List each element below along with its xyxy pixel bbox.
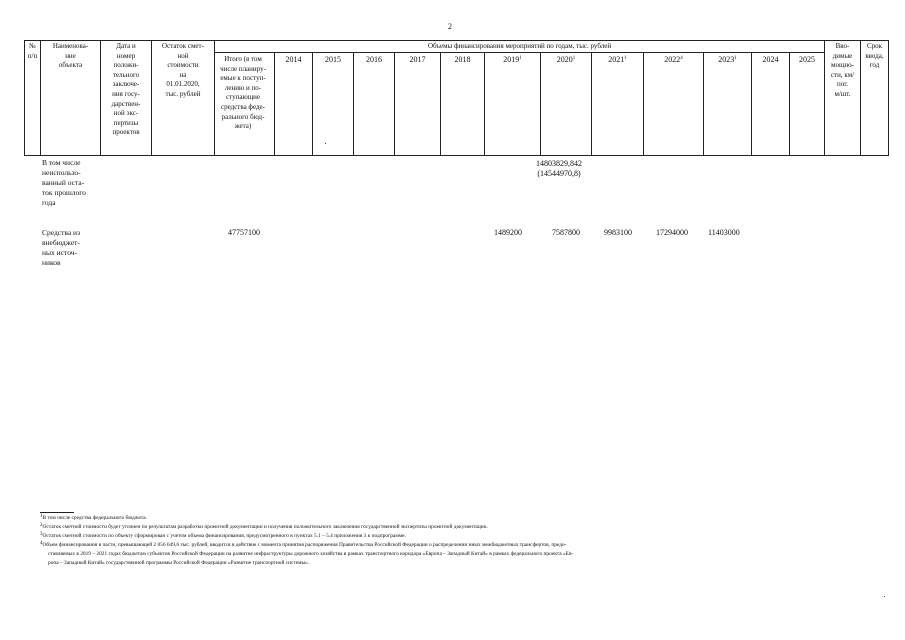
footnote: $^1$В том числе средства федерального бюджета.	[40, 514, 147, 521]
col-expertise-header: Дата и номер положи- тельного заключе- ния госу- дарствен- ной экс- пертизы проектов	[111, 42, 141, 137]
col-year-header: 2014	[285, 55, 302, 64]
table-header	[24, 40, 889, 156]
col-year-header: 2025	[799, 55, 815, 64]
col-funding-group-header: Объемы финансирования мероприятий по годам, тыс. рублей	[427, 42, 612, 50]
col-year-header: 2023$^1$	[718, 55, 737, 64]
footnote-continuation: ставляемых в 2019 – 2021 годах бюджетам субъектов Российской Федерации на развитие инфраструктуры дорожного хозяйства в рамках транспортного коридора «Европа – Западный Китай» в рамках федерального проекта «Ев-	[48, 551, 574, 557]
cell-total: 47757100	[228, 228, 260, 237]
col-year-header: 2016	[366, 55, 382, 64]
scan-speck	[325, 143, 326, 144]
cell-2022: 17294000	[656, 228, 688, 237]
col-year-header: 2020$^1$	[556, 55, 576, 64]
cell-2020: 14803829,842 (14544970,8)	[536, 159, 582, 178]
col-year-header: 2015	[325, 55, 341, 64]
col-term-header: Срок ввода, год	[865, 42, 884, 70]
col-year-header: 2019$^1$	[503, 55, 522, 64]
col-year-header: 2017	[409, 55, 426, 64]
col-total-header: Итого (в том числе планиру- емые к поступ- лению и по- ступающие средства феде- рального бюд- жета)	[220, 55, 266, 131]
footnote: $^4$Объем финансирования в части, превышающей 2 056 649,6 тыс. рублей, вводится в действие с момента принятия распоряжения Правительства Российской Федерации о распределении иных межбюджетных трансфертов, предо-	[40, 541, 567, 548]
page-number: 2	[448, 22, 452, 31]
cell-2023: 11403000	[708, 228, 740, 237]
col-year-header: 2018	[454, 55, 471, 64]
col-name-header: Наименова- ние объекта	[52, 42, 89, 70]
row-name: Средства из внебюджет- ных источ- ников	[42, 228, 81, 267]
cell-2020: 7587800	[552, 228, 580, 237]
col-capacity-header: Вво- димые мощно- сти, км/ пог. м/шт.	[830, 42, 855, 98]
col-number-header: № п/п	[27, 42, 38, 60]
scan-speck	[884, 596, 885, 597]
cell-2019: 1489200	[494, 228, 522, 237]
row-name: В том числе неиспользо- ванный оста- ток прошлого года	[42, 158, 86, 207]
footnote-divider	[40, 512, 74, 513]
cell-2021: 9983100	[604, 228, 632, 237]
col-year-header: 2024	[762, 55, 779, 64]
col-year-header: 2022$^4$	[664, 55, 683, 64]
footnote: $^3$Остаток сметной стоимости по объекту сформирован с учетом объема финансирования, предусмотренного в пунктах 5.1 – 5.4 приложения 3 к подпрограмме.	[40, 532, 406, 539]
col-remainder-header: Остаток смет- ной стоимости на 01.01.2020, тыс. рублей	[162, 42, 204, 98]
col-year-header: 2021$^1$	[608, 55, 627, 64]
footnote-continuation: ропа – Западный Китай» государственной программы Российской Федерации «Развитие транспортной системы».	[48, 560, 310, 566]
footnote: $^2$Остаток сметной стоимости будет уточнен по результатам разработки проектной документации и получения положительного заключения государственной экспертизы проектной документации.	[40, 523, 488, 530]
